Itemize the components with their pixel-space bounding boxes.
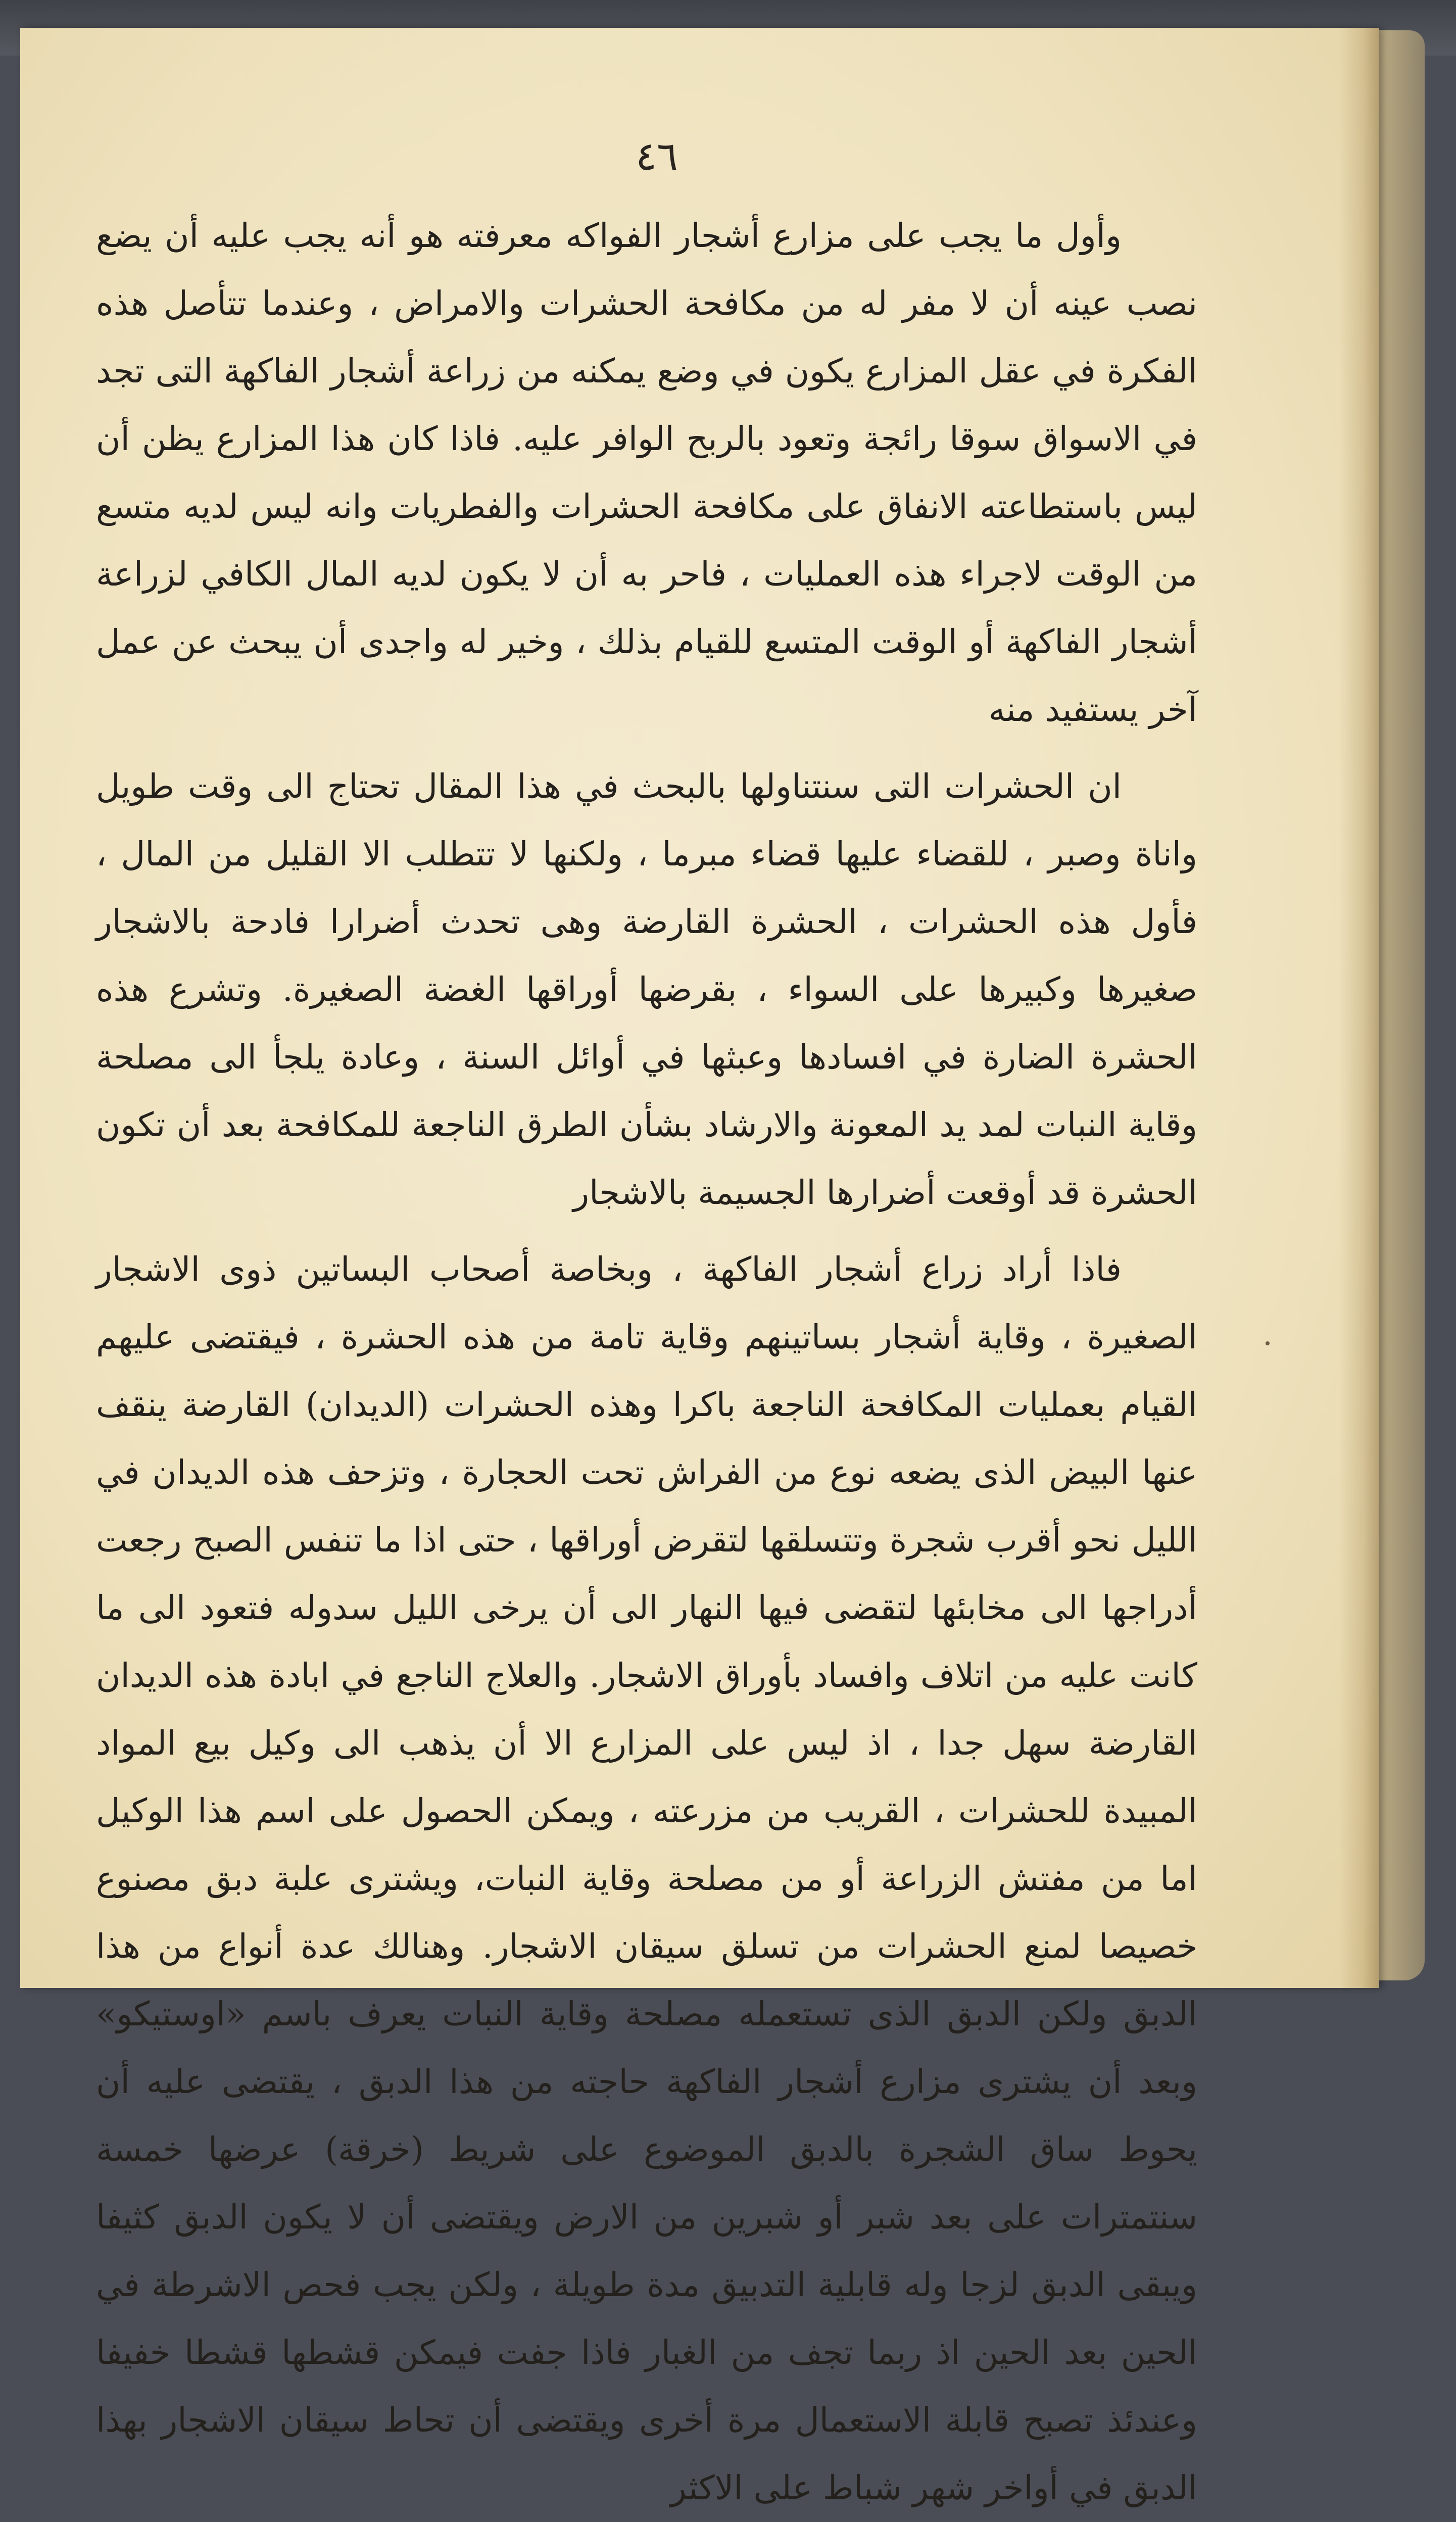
ink-speck [1266,1341,1270,1345]
page-number: ٤٦ [636,134,678,179]
book-page [20,28,1379,2507]
paragraph-2: ان الحشرات التى سنتناولها بالبحث في هذا المقال تحتاج الى وقت طويل واناة وصبر ، للقضاء عليها قضاء مبرما ، ولكنها لا تتطلب الا القليل من المال ، فأول هذه الحشرات ، الحشرة القارضة وهى تحدث أضرارا فادحة بالاشجار صغيرها وكبيرها على السواء ، بقرضها أوراقها الغضة الصغيرة. وتشرع هذه الحشرة الضارة في افسادها وعبثها في أوائل السنة ، وعادة يلجأ الى مصلحة وقاية النبات لمد يد المعونة والارشاد بشأن الطرق الناجعة للمكافحة بعد أن تكون الحشرة قد أوقعت أضرارها الجسيمة بالاشجار [96,767,1197,1212]
paragraph-3: فاذا أراد زراع أشجار الفاكهة ، وبخاصة أصحاب البساتين ذوى الاشجار الصغيرة ، وقاية أشجار بساتينهم وقاية تامة من هذه الحشرة ، فيقتضى عليهم القيام بعمليات المكافحة الناجعة باكرا وهذه الحشرات (الديدان) القارضة ينقف عنها البيض الذى يضعه نوع من الفراش تحت الحجارة ، وتزحف هذه الديدان في الليل نحو أقرب شجرة وتتسلقها لتقرض أوراقها ، حتى اذا ما تنفس الصبح رجعت أدراجها الى مخابئها لتقضى فيها النهار الى أن يرخى الليل سدوله فتعود الى ما كانت عليه من اتلاف وافساد بأوراق الاشجار. والعلاج الناجع في ابادة هذه الديدان القارضة سهل جدا ، اذ ليس على المزارع الا أن يذهب الى وكيل بيع المواد المبيدة للحشرات ، القريب من مزرعته ، ويمكن الحصول على اسم هذا الوكيل اما من مفتش الزراعة أو من مصلحة وقاية النبات، ويشترى علبة دبق مصنوع خصيصا لمنع الحشرات من تسلق سيقان الاشجار. وهنالك عدة أنواع من هذا الدبق ولكن الدبق الذى تستعمله مصلحة وقاية النبات يعرف باسم «اوستيكو» وبعد أن يشترى مزارع أشجار الفاكهة حاجته من هذا الدبق ، يقتضى عليه أن يحوط ساق الشجرة بالدبق الموضوع على شريط (خرقة) عرضها خمسة سنتمترات على بعد شبر أو شبرين من الارض ويقتضى أن لا يكون الدبق كثيفا ويبقى الدبق لزجا وله قابلية التدبيق مدة طويلة ، ولكن يجب فحص الاشرطة في الحين بعد الحين اذ ربما تجف من الغبار فاذا جفت فيمكن قشطها قشطا خفيفا وعندئذ تصبح قابلة الاستعمال مرة أخرى ويقتضى أن تحاط سيقان الاشجار بهذا الدبق في أواخر شهر شباط على الاكثر [96,1250,1197,2507]
body-text [96,202,1197,2522]
page-edge-shading [1339,28,1379,1988]
paragraph-1: وأول ما يجب على مزارع أشجار الفواكه معرفته هو أنه يجب عليه أن يضع نصب عينه أن لا مفر له من مكافحة الحشرات والامراض ، وعندما تتأصل هذه الفكرة في عقل المزارع يكون في وضع يمكنه من زراعة أشجار الفاكهة التى تجد في الاسواق سوقا رائجة وتعود بالربح الوافر عليه. فاذا كان هذا المزارع يظن أن ليس باستطاعته الانفاق على مكافحة الحشرات والفطريات وانه ليس لديه متسع من الوقت لاجراء هذه العمليات ، فاحر به أن لا يكون لديه المال الكافي لزراعة أشجار الفاكهة أو الوقت المتسع للقيام بذلك ، وخير له واجدى أن يبحث عن عمل آخر يستفيد منه [96,216,1197,729]
